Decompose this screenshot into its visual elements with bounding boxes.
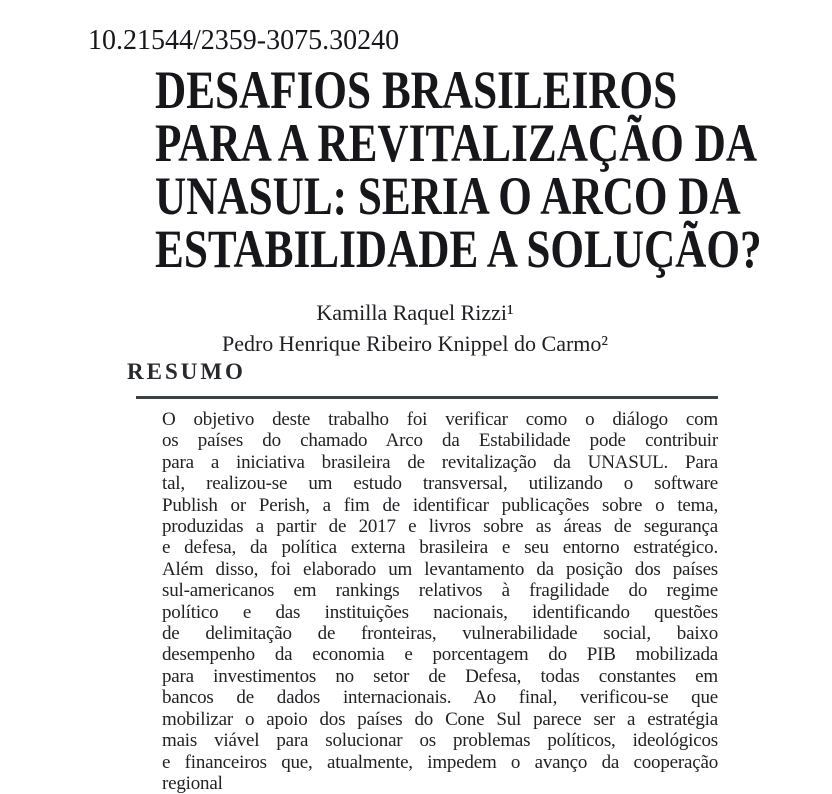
author-list xyxy=(90,297,740,359)
article-title-line: PARA A REVITALIZAÇÃO DA xyxy=(155,113,758,173)
doi-number: 10.21544/2359-3075.30240 xyxy=(88,25,400,56)
article-title-line: DESAFIOS BRASILEIROS xyxy=(155,60,678,120)
abstract-line: mobilizar o apoio dos países do Cone Sul parece ser a estratégia xyxy=(162,708,718,730)
abstract-line: os países do chamado Arco da Estabilidade pode contribuir xyxy=(162,430,718,452)
author-name: Kamilla Raquel Rizzi¹ xyxy=(316,300,514,325)
abstract-line: de delimitação de fronteiras, vulnerabilidade social, baixo xyxy=(162,623,718,645)
abstract-line: e financeiros que, atualmente, impedem o avanço da cooperação xyxy=(162,751,718,773)
abstract-line: desempenho da economia e porcentagem do PIB mobilizada xyxy=(162,644,718,666)
abstract-heading: RESUMO xyxy=(127,359,246,384)
abstract-line: sul-americanos em rankings relativos à fragilidade do regime xyxy=(162,580,718,602)
abstract-line: para a iniciativa brasileira de revitalização da UNASUL. Para xyxy=(162,451,718,473)
abstract-line: Publish or Perish, a fim de identificar publicações sobre o tema, xyxy=(162,494,718,516)
abstract-line: bancos de dados internacionais. Ao final, verificou-se que xyxy=(162,687,718,709)
article-title xyxy=(155,60,762,279)
abstract-line: produzidas a partir de 2017 e livros sobre as áreas de segurança xyxy=(162,516,718,538)
abstract-line: mais viável para solucionar os problemas políticos, ideológicos xyxy=(162,730,718,752)
article-title-line: UNASUL: SERIA O ARCO DA xyxy=(155,166,741,226)
abstract-line: e defesa, da política externa brasileira e seu entorno estratégico. xyxy=(162,537,718,559)
abstract-text xyxy=(162,409,718,794)
abstract-line: político e das instituições nacionais, identificando questões xyxy=(162,601,718,623)
abstract-line: Além disso, foi elaborado um levantamento da posição dos países xyxy=(162,558,718,580)
abstract-line: para investimentos no setor de Defesa, todas constantes em xyxy=(162,665,718,687)
article-title-line: ESTABILIDADE A SOLUÇÃO? xyxy=(155,219,762,279)
abstract-line: tal, realizou-se um estudo transversal, utilizando o software xyxy=(162,473,718,495)
abstract-line: O objetivo deste trabalho foi verificar como o diálogo com xyxy=(162,409,718,430)
author-name: Pedro Henrique Ribeiro Knippel do Carmo² xyxy=(221,331,609,356)
heading-rule-divider xyxy=(136,396,718,399)
abstract-line-clipped: regional xyxy=(162,772,223,794)
